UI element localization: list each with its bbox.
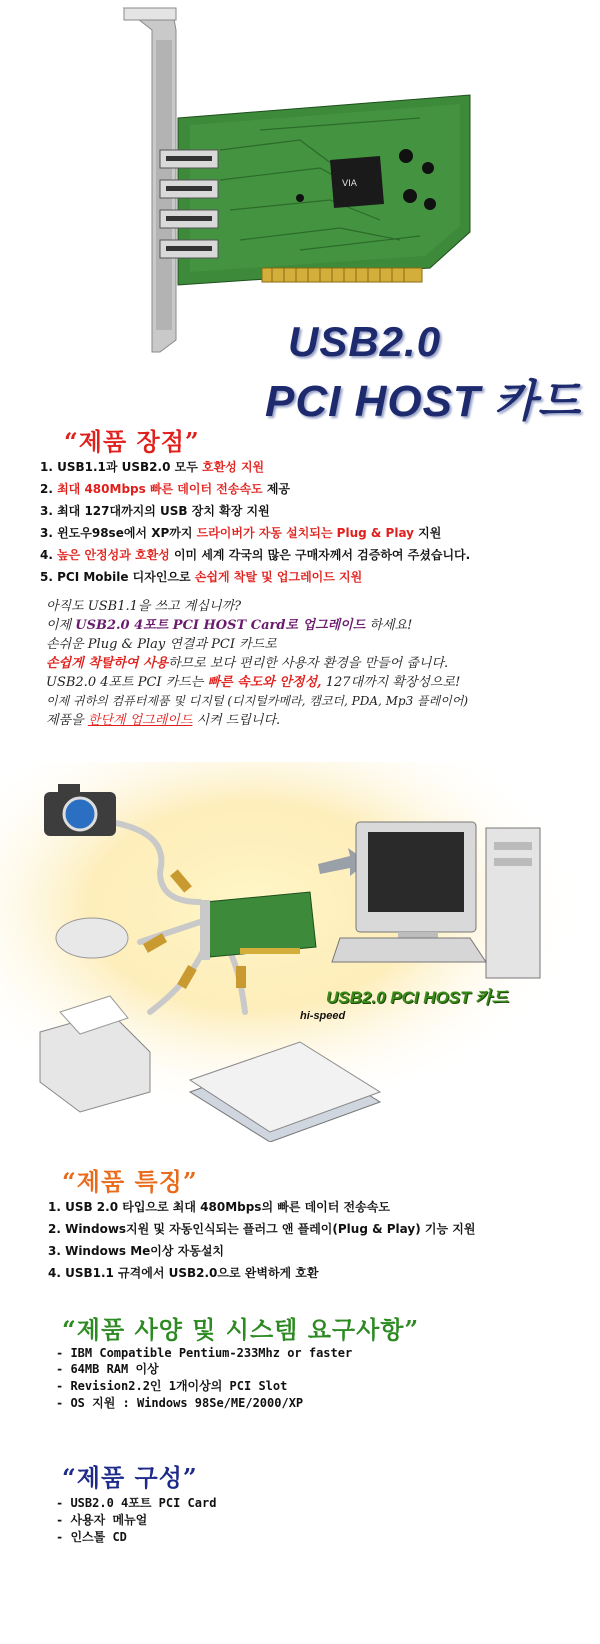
list-item: 1. USB 2.0 타입으로 최대 480Mbps의 빠른 데이터 전송속도 xyxy=(48,1200,390,1214)
list-item: - IBM Compatible Pentium-233Mhz or faster xyxy=(56,1346,353,1360)
advantages-list xyxy=(40,456,470,588)
list-item: 4. 높은 안정성과 호환성 이미 세계 각국의 많은 구매자께서 검증하여 주셨습니다. xyxy=(40,548,471,562)
intro-paragraph xyxy=(46,597,586,730)
intro-line: USB2.0 4포트 PCI 카드는 빠른 속도와 안정성, 127대까지 확장성으로! xyxy=(46,675,461,690)
intro-line: 제품을 한단계 업그레이드 시켜 드립니다. xyxy=(46,713,281,728)
diagram-caption: USB2.0 PCI HOST 카드 xyxy=(326,988,509,1007)
hero-title-line2: PCI HOST 카드 xyxy=(265,377,582,426)
list-item: 2. 최대 480Mbps 빠른 데이터 전송속도 제공 xyxy=(40,482,291,496)
list-item: 3. Windows Me이상 자동설치 xyxy=(48,1244,225,1258)
specs-heading: “제품 사양 및 시스템 요구사항” xyxy=(62,1315,420,1344)
list-item: - 사용자 메뉴얼 xyxy=(56,1513,148,1527)
list-item: 1. USB1.1과 USB2.0 모두 호환성 지원 xyxy=(40,460,265,474)
contents-heading: “제품 구성” xyxy=(62,1463,198,1492)
advantages-heading: “제품 장점” xyxy=(64,427,200,456)
contents-list xyxy=(56,1494,216,1545)
list-item: - Revision2.2인 1개이상의 PCI Slot xyxy=(56,1379,288,1393)
list-item: 2. Windows지원 및 자동인식되는 플러그 앤 플레이(Plug & Play) 기능 지원 xyxy=(48,1222,476,1236)
intro-line: 이제 귀하의 컴퓨터제품 및 디지털 (디지털카메라, 캠코더, PDA, Mp3 플레이어) xyxy=(46,694,469,708)
list-item: - 인스톨 CD xyxy=(56,1530,127,1544)
list-item: - OS 지원 : Windows 98Se/ME/2000/XP xyxy=(56,1396,304,1410)
intro-line: 이제 USB2.0 4포트 PCI HOST Card로 업그레이드 하세요! xyxy=(46,618,413,633)
intro-line: 손쉬운 Plug & Play 연결과 PCI 카드로 xyxy=(46,637,277,652)
intro-line: 손쉽게 착탈하여 사용하므로 보다 편리한 사용자 환경을 만들어 줍니다. xyxy=(46,656,449,671)
hi-speed-logo: hi-speed xyxy=(300,1010,346,1022)
svg-text:VIA: VIA xyxy=(342,179,357,189)
list-item: 3. 최대 127대까지의 USB 장치 확장 지원 xyxy=(40,504,270,518)
list-item: - 64MB RAM 이상 xyxy=(56,1362,159,1376)
list-item: 4. USB1.1 규격에서 USB2.0으로 완벽하게 호환 xyxy=(48,1266,319,1280)
list-item: 3. 윈도우98se에서 XP까지 드라이버가 자동 설치되는 Plug & Play 지원 xyxy=(40,526,442,540)
specs-list xyxy=(56,1346,352,1411)
hero-title-line1: USB2.0 xyxy=(288,318,442,365)
features-heading: “제품 특징” xyxy=(62,1167,198,1196)
diagram-illustration xyxy=(0,762,600,1142)
list-item: 5. PCI Mobile 디자인으로 손쉽게 착탈 및 업그레이드 지원 xyxy=(40,570,363,584)
features-list xyxy=(48,1196,475,1284)
connection-diagram xyxy=(0,762,600,1142)
intro-line: 아직도 USB1.1을 쓰고 계십니까? xyxy=(46,599,242,614)
hero-section xyxy=(0,0,600,426)
list-item: - USB2.0 4포트 PCI Card xyxy=(56,1496,217,1510)
